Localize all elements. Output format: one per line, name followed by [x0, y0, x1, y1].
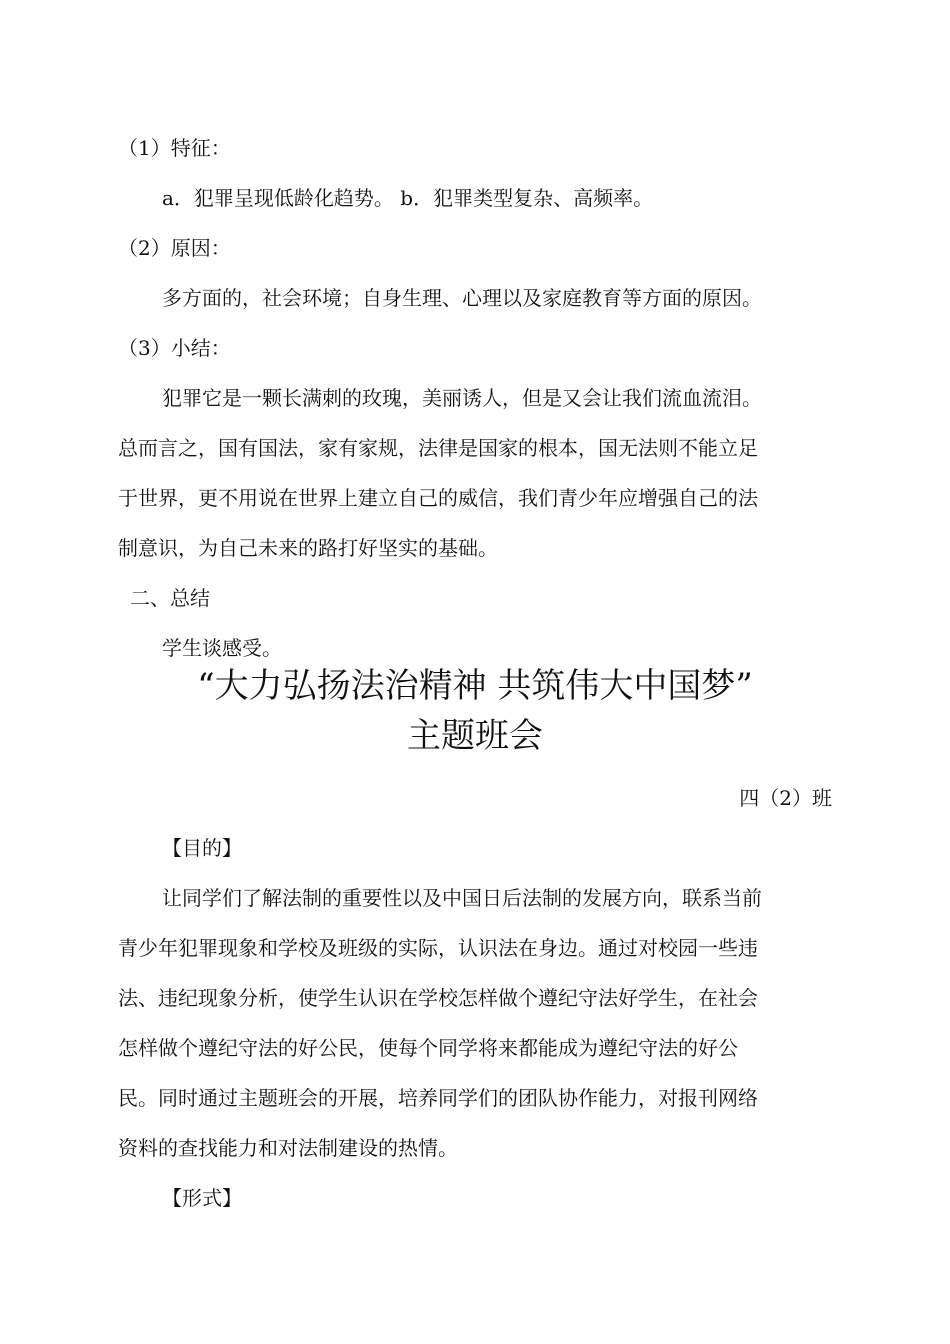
- conclusion-text: 学生谈感受。: [162, 636, 282, 660]
- class-label: 四（2）班: [739, 786, 832, 810]
- summary-line: 制意识，为自己未来的路打好坚实的基础。: [118, 536, 498, 560]
- purpose-line: 怎样做个遵纪守法的好公民，使每个同学将来都能成为遵纪守法的好公: [118, 1036, 738, 1060]
- form-heading: 【形式】: [162, 1186, 242, 1210]
- document-title: “大力弘扬法治精神 共筑伟大中国梦”: [197, 666, 753, 706]
- purpose-line: 让同学们了解法制的重要性以及中国日后法制的发展方向，联系当前: [162, 886, 762, 910]
- document-subtitle: 主题班会: [407, 716, 543, 756]
- purpose-line: 资料的查找能力和对法制建设的热情。: [118, 1136, 458, 1160]
- causes-text: 多方面的，社会环境；自身生理、心理以及家庭教育等方面的原因。: [162, 286, 762, 310]
- purpose-line: 民。同时通过主题班会的开展，培养同学们的团队协作能力，对报刊网络: [118, 1086, 758, 1110]
- causes-heading: （2）原因：: [118, 236, 231, 260]
- features-text: a．犯罪呈现低龄化趋势。 b．犯罪类型复杂、高频率。: [162, 186, 654, 210]
- summary-heading: （3）小结：: [118, 336, 231, 360]
- summary-line: 犯罪它是一颗长满刺的玫瑰，美丽诱人，但是又会让我们流血流泪。: [162, 386, 762, 410]
- features-heading: （1）特征：: [118, 136, 231, 160]
- summary-line: 总而言之，国有国法，家有家规，法律是国家的根本，国无法则不能立足: [118, 436, 758, 460]
- purpose-line: 青少年犯罪现象和学校及班级的实际，认识法在身边。通过对校园一些违: [118, 936, 758, 960]
- purpose-line: 法、违纪现象分析，使学生认识在学校怎样做个遵纪守法好学生，在社会: [118, 986, 758, 1010]
- summary-line: 于世界，更不用说在世界上建立自己的威信，我们青少年应增强自己的法: [118, 486, 758, 510]
- purpose-heading: 【目的】: [162, 836, 242, 860]
- conclusion-heading: 二、总结: [130, 586, 210, 610]
